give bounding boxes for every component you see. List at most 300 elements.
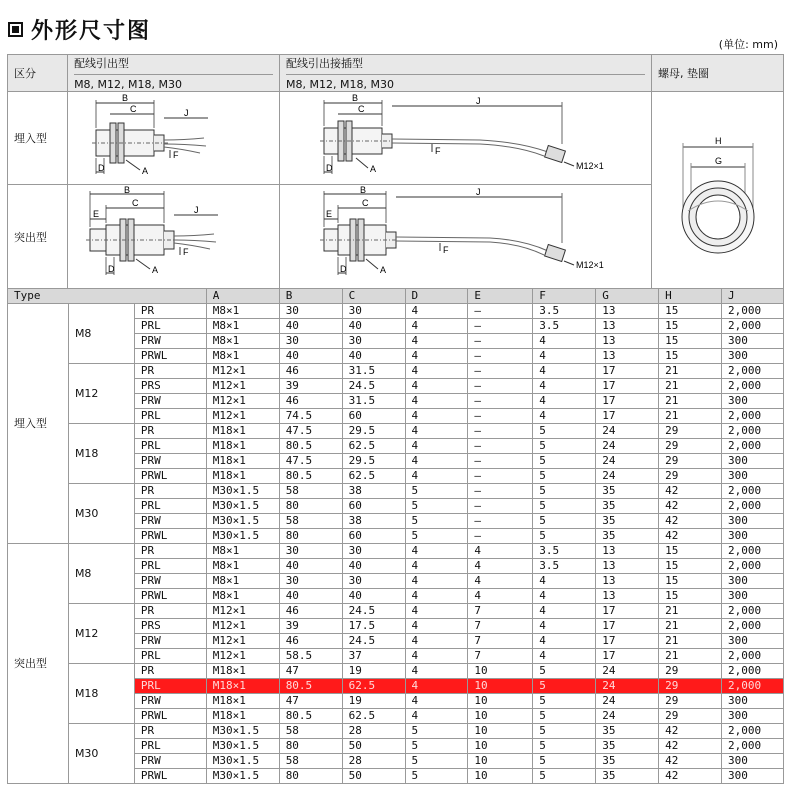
dimension-cell: 5: [533, 754, 596, 769]
dimension-cell: 42: [659, 754, 722, 769]
wire-lead-title: 配线引出型: [74, 55, 273, 75]
prot-conn-A-label: A: [380, 265, 387, 275]
flush-wire-C-label: C: [130, 104, 137, 114]
dimension-cell: 5: [405, 769, 468, 784]
dimension-cell: 60: [342, 529, 405, 544]
dimension-cell: M30×1.5: [206, 769, 279, 784]
dimension-cell: 47: [279, 694, 342, 709]
dimension-cell: 42: [659, 529, 722, 544]
prot-wire-J-label: J: [194, 205, 199, 215]
dimension-cell: —: [468, 304, 533, 319]
dimension-cell: 300: [721, 574, 783, 589]
dimension-cell: 4: [405, 349, 468, 364]
dimension-cell: 2,000: [721, 724, 783, 739]
dimension-cell: 58: [279, 754, 342, 769]
prot-conn-F-label: F: [443, 245, 449, 255]
dimension-cell: 300: [721, 469, 783, 484]
dimension-cell: 21: [659, 649, 722, 664]
dimension-cell: 4: [405, 394, 468, 409]
dimension-cell: 7: [468, 604, 533, 619]
dimension-cell: 4: [405, 439, 468, 454]
flush-wire-B-label: B: [122, 93, 129, 103]
dimension-cell: 4: [533, 409, 596, 424]
dimension-cell: 24: [596, 439, 659, 454]
dimension-cell: M8×1: [206, 574, 279, 589]
dimension-cell: 17: [596, 394, 659, 409]
spec-row: [8, 544, 784, 559]
dimension-cell: M18×1: [206, 679, 279, 694]
dimension-cell: 4: [405, 649, 468, 664]
dimension-cell: 58: [279, 514, 342, 529]
dimension-cell: 5: [405, 754, 468, 769]
dimension-cell: 10: [468, 724, 533, 739]
dimension-cell: 29.5: [342, 454, 405, 469]
dimension-cell: 24: [596, 709, 659, 724]
nut-header: 螺母, 垫圈: [652, 55, 784, 92]
dimension-cell: 300: [721, 769, 783, 784]
dimension-cell: 24.5: [342, 634, 405, 649]
spec-col-header: B: [279, 289, 342, 304]
dimension-cell: 17: [596, 379, 659, 394]
dimension-cell: 5: [405, 484, 468, 499]
dimension-cell: 10: [468, 664, 533, 679]
dimension-cell: 4: [468, 544, 533, 559]
dimension-cell: 300: [721, 454, 783, 469]
dimension-cell: —: [468, 379, 533, 394]
model-cell: PRL: [134, 319, 206, 334]
dimension-cell: 2,000: [721, 679, 783, 694]
dimension-cell: 29: [659, 454, 722, 469]
dimension-cell: 5: [405, 739, 468, 754]
spec-header-row: [8, 289, 784, 304]
dimension-cell: 80: [279, 529, 342, 544]
dimension-cell: 3.5: [533, 319, 596, 334]
dimension-cell: 35: [596, 769, 659, 784]
dimension-cell: 30: [279, 304, 342, 319]
dimension-cell: 2,000: [721, 409, 783, 424]
prot-wire-B-label: B: [124, 185, 131, 195]
dimension-cell: 300: [721, 334, 783, 349]
flush-connector-diagram: [280, 92, 650, 181]
dimension-cell: 4: [533, 349, 596, 364]
mount-type-cell: 埋入型: [8, 304, 69, 544]
dimension-cell: 2,000: [721, 544, 783, 559]
dimension-cell: 24.5: [342, 379, 405, 394]
dimension-cell: 300: [721, 709, 783, 724]
prot-conn-E-label: E: [326, 209, 333, 219]
model-cell: PRL: [134, 559, 206, 574]
model-cell: PRL: [134, 439, 206, 454]
nut-G-label: G: [714, 156, 722, 166]
model-cell: PRW: [134, 454, 206, 469]
dimension-cell: 2,000: [721, 499, 783, 514]
dimension-cell: —: [468, 319, 533, 334]
dimension-cell: 28: [342, 724, 405, 739]
protruding-row-label: 突出型: [8, 185, 68, 290]
dimension-cell: —: [468, 499, 533, 514]
dimension-cell: 17: [596, 634, 659, 649]
flush-row-label: 埋入型: [8, 92, 68, 185]
prot-wire-D-label: D: [108, 264, 115, 274]
spec-row: [8, 424, 784, 439]
protruding-connector-drawing: [280, 185, 652, 290]
wire-lead-sizes: M8, M12, M18, M30: [74, 78, 182, 91]
dimension-cell: 35: [596, 529, 659, 544]
dimension-cell: 2,000: [721, 364, 783, 379]
dimension-cell: 4: [405, 364, 468, 379]
model-cell: PR: [134, 364, 206, 379]
dimension-cell: 17: [596, 649, 659, 664]
dimension-cell: 2,000: [721, 424, 783, 439]
wire-lead-header: [68, 55, 280, 92]
dimension-cell: M12×1: [206, 409, 279, 424]
dimension-cell: M12×1: [206, 604, 279, 619]
flush-wire-F-label: F: [173, 150, 179, 160]
dimension-cell: 15: [659, 304, 722, 319]
dimension-cell: 3.5: [533, 559, 596, 574]
dimension-cell: 13: [596, 334, 659, 349]
dimension-cell: 10: [468, 694, 533, 709]
prot-wire-F-label: F: [183, 247, 189, 257]
dimension-cell: 4: [533, 619, 596, 634]
dimension-cell: 3.5: [533, 544, 596, 559]
dimension-cell: M12×1: [206, 379, 279, 394]
dimension-cell: M8×1: [206, 319, 279, 334]
flush-conn-B-label: B: [352, 93, 359, 103]
dimension-cell: 300: [721, 754, 783, 769]
dimension-cell: 10: [468, 769, 533, 784]
dimension-cell: 300: [721, 634, 783, 649]
dimension-cell: 24: [596, 469, 659, 484]
dimension-cell: M18×1: [206, 694, 279, 709]
model-cell: PRL: [134, 649, 206, 664]
dimension-cell: 15: [659, 349, 722, 364]
dimension-cell: 13: [596, 349, 659, 364]
connector-sizes: M8, M12, M18, M30: [286, 78, 394, 91]
dimension-cell: M30×1.5: [206, 499, 279, 514]
dimension-cell: 42: [659, 724, 722, 739]
dimension-cell: 19: [342, 694, 405, 709]
thread-size-cell: M18: [68, 424, 134, 484]
model-cell: PRL: [134, 679, 206, 694]
model-cell: PRWL: [134, 709, 206, 724]
dimension-cell: 10: [468, 709, 533, 724]
dimension-cell: M8×1: [206, 304, 279, 319]
dimension-cell: 39: [279, 619, 342, 634]
dimension-cell: 21: [659, 379, 722, 394]
dimension-cell: 40: [342, 319, 405, 334]
spec-table: [7, 288, 784, 784]
dimension-cell: 21: [659, 634, 722, 649]
dimension-cell: 58: [279, 484, 342, 499]
dimension-cell: M30×1.5: [206, 514, 279, 529]
dimension-cell: 42: [659, 769, 722, 784]
dimension-cell: 2,000: [721, 604, 783, 619]
dimension-cell: 4: [405, 679, 468, 694]
dimension-cell: 13: [596, 544, 659, 559]
dimension-cell: 30: [279, 334, 342, 349]
spec-col-header: D: [405, 289, 468, 304]
dimension-cell: 15: [659, 574, 722, 589]
dimension-cell: 21: [659, 394, 722, 409]
dimension-cell: 46: [279, 394, 342, 409]
prot-conn-C-label: C: [362, 198, 369, 208]
dimension-cell: 28: [342, 754, 405, 769]
model-cell: PRL: [134, 499, 206, 514]
dimension-cell: 42: [659, 514, 722, 529]
flush-wire-D-label: D: [98, 163, 105, 173]
dimension-cell: 2,000: [721, 559, 783, 574]
dimension-cell: 5: [405, 724, 468, 739]
thread-size-cell: M8: [68, 304, 134, 364]
dimension-cell: 300: [721, 694, 783, 709]
dimension-cell: M12×1: [206, 619, 279, 634]
model-cell: PR: [134, 664, 206, 679]
dimension-cell: 58.5: [279, 649, 342, 664]
dimension-cell: 4: [405, 634, 468, 649]
dimension-cell: 5: [533, 724, 596, 739]
dimension-cell: 30: [279, 544, 342, 559]
mount-type-cell: 突出型: [8, 544, 69, 784]
dimension-cell: 4: [405, 334, 468, 349]
dimension-cell: M8×1: [206, 544, 279, 559]
spec-col-header: A: [206, 289, 279, 304]
model-cell: PRWL: [134, 769, 206, 784]
prot-wire-C-label: C: [132, 198, 139, 208]
dimension-cell: —: [468, 409, 533, 424]
dimension-cell: 24.5: [342, 604, 405, 619]
dimension-cell: 40: [342, 589, 405, 604]
prot-wire-A-label: A: [152, 265, 159, 275]
dimension-cell: 4: [533, 604, 596, 619]
dimension-cell: 2,000: [721, 439, 783, 454]
dimension-cell: 17: [596, 409, 659, 424]
dimension-cell: 62.5: [342, 679, 405, 694]
connector-header: [280, 55, 652, 92]
dimension-cell: 4: [468, 559, 533, 574]
dimension-cell: 15: [659, 334, 722, 349]
dimension-cell: M18×1: [206, 469, 279, 484]
dimension-cell: 47.5: [279, 424, 342, 439]
dimension-cell: 15: [659, 544, 722, 559]
dimension-cell: 21: [659, 619, 722, 634]
dimension-cell: —: [468, 439, 533, 454]
dimension-cell: 74.5: [279, 409, 342, 424]
dimension-cell: 17: [596, 619, 659, 634]
dimension-cell: 5: [533, 499, 596, 514]
dimension-cell: 10: [468, 679, 533, 694]
dimension-cell: 29.5: [342, 424, 405, 439]
dimension-cell: 5: [533, 739, 596, 754]
page-title: [8, 14, 151, 45]
flush-conn-F-label: F: [435, 146, 441, 156]
dimension-cell: —: [468, 334, 533, 349]
dimension-cell: M12×1: [206, 364, 279, 379]
prot-conn-B-label: B: [360, 185, 367, 195]
dimension-cell: 4: [533, 634, 596, 649]
dimension-cell: 80.5: [279, 439, 342, 454]
dimension-cell: 19: [342, 664, 405, 679]
dimension-cell: 4: [405, 544, 468, 559]
flush-wire-diagram: [68, 92, 278, 181]
flush-conn-M12-label: M12×1: [576, 161, 604, 171]
dimension-cell: 40: [279, 349, 342, 364]
model-cell: PRWL: [134, 349, 206, 364]
dimension-cell: M12×1: [206, 634, 279, 649]
dimension-cell: —: [468, 484, 533, 499]
dimension-cell: 35: [596, 739, 659, 754]
dimension-cell: 13: [596, 574, 659, 589]
dimension-cell: 4: [405, 409, 468, 424]
dimension-cell: 5: [533, 769, 596, 784]
dimension-cell: 13: [596, 559, 659, 574]
model-cell: PRS: [134, 379, 206, 394]
dimension-cell: 80: [279, 739, 342, 754]
dimension-cell: 13: [596, 589, 659, 604]
dimension-cell: 15: [659, 589, 722, 604]
unit-label: (单位: mm): [718, 38, 778, 51]
dimension-cell: 7: [468, 634, 533, 649]
dimension-cell: 2,000: [721, 304, 783, 319]
dimension-cell: 5: [533, 529, 596, 544]
dimension-cell: 5: [405, 499, 468, 514]
model-cell: PRW: [134, 574, 206, 589]
dimension-cell: M12×1: [206, 394, 279, 409]
spec-col-header: E: [468, 289, 533, 304]
dimension-cell: 4: [405, 469, 468, 484]
dimension-cell: 50: [342, 769, 405, 784]
dimension-cell: 2,000: [721, 739, 783, 754]
dimension-cell: 30: [279, 574, 342, 589]
dimension-cell: 47.5: [279, 454, 342, 469]
dimension-cell: 4: [533, 334, 596, 349]
dimension-cell: 5: [533, 469, 596, 484]
spec-row: [8, 484, 784, 499]
dimension-cell: 62.5: [342, 439, 405, 454]
dimension-cell: 24: [596, 694, 659, 709]
protruding-connector-diagram: [280, 185, 650, 286]
dimension-cell: 29: [659, 694, 722, 709]
dimension-cell: 5: [533, 694, 596, 709]
dimension-cell: 21: [659, 604, 722, 619]
spec-row: [8, 664, 784, 679]
dimension-cell: 5: [533, 484, 596, 499]
dimension-cell: 30: [342, 544, 405, 559]
dimension-cell: 4: [405, 454, 468, 469]
thread-size-cell: M30: [68, 724, 134, 784]
dimension-cell: 38: [342, 484, 405, 499]
model-cell: PRWL: [134, 529, 206, 544]
dimension-cell: M18×1: [206, 709, 279, 724]
model-cell: PR: [134, 424, 206, 439]
dimension-cell: 29: [659, 424, 722, 439]
dimension-cell: 300: [721, 394, 783, 409]
dimension-cell: 42: [659, 499, 722, 514]
model-cell: PR: [134, 604, 206, 619]
dimension-cell: M8×1: [206, 334, 279, 349]
dimension-cell: 29: [659, 679, 722, 694]
spec-row: [8, 604, 784, 619]
dimension-cell: 46: [279, 364, 342, 379]
dimension-cell: 7: [468, 649, 533, 664]
spec-col-header: G: [596, 289, 659, 304]
page-title-text: 外形尺寸图: [31, 19, 152, 44]
dimension-cell: 5: [533, 454, 596, 469]
dimension-cell: —: [468, 424, 533, 439]
dimension-cell: 5: [533, 664, 596, 679]
dimension-cell: 5: [533, 709, 596, 724]
dimension-cell: —: [468, 394, 533, 409]
dimension-cell: 2,000: [721, 484, 783, 499]
dimension-cell: M30×1.5: [206, 754, 279, 769]
flush-conn-A-label: A: [370, 164, 377, 174]
model-cell: PRW: [134, 394, 206, 409]
dimension-cell: M30×1.5: [206, 529, 279, 544]
model-cell: PRW: [134, 694, 206, 709]
category-header: 区分: [8, 55, 68, 92]
spec-col-header: Type: [8, 289, 207, 304]
prot-conn-M12-label: M12×1: [576, 260, 604, 270]
model-cell: PRW: [134, 514, 206, 529]
dimension-cell: 29: [659, 439, 722, 454]
dimension-cell: 21: [659, 409, 722, 424]
model-cell: PRL: [134, 409, 206, 424]
spec-col-header: J: [721, 289, 783, 304]
dimension-cell: M8×1: [206, 559, 279, 574]
flush-conn-J-label: J: [476, 96, 481, 106]
dimension-cell: M8×1: [206, 349, 279, 364]
dimension-cell: 40: [342, 559, 405, 574]
model-cell: PRW: [134, 334, 206, 349]
dimension-cell: 4: [468, 574, 533, 589]
dimension-cell: 35: [596, 499, 659, 514]
flush-conn-D-label: D: [326, 163, 333, 173]
dimension-cell: —: [468, 469, 533, 484]
dimension-cell: 2,000: [721, 379, 783, 394]
spec-table-body: [8, 289, 784, 784]
dimension-cell: 4: [405, 319, 468, 334]
spec-row: [8, 724, 784, 739]
dimension-cell: 15: [659, 319, 722, 334]
dimension-cell: —: [468, 514, 533, 529]
thread-size-cell: M12: [68, 364, 134, 424]
flush-wire-drawing: [68, 92, 280, 185]
dimension-cell: M18×1: [206, 424, 279, 439]
dimension-cell: 4: [405, 424, 468, 439]
dimension-cell: 30: [342, 304, 405, 319]
title-square-icon: [8, 22, 23, 37]
dimension-cell: 24: [596, 424, 659, 439]
dimension-cell: 4: [533, 649, 596, 664]
dimension-cell: 62.5: [342, 469, 405, 484]
model-cell: PR: [134, 484, 206, 499]
dimension-cell: 300: [721, 529, 783, 544]
dimension-cell: —: [468, 349, 533, 364]
dimension-cell: 13: [596, 304, 659, 319]
model-cell: PRW: [134, 634, 206, 649]
dimension-cell: 47: [279, 664, 342, 679]
dimension-cell: 58: [279, 724, 342, 739]
dimension-cell: 4: [533, 589, 596, 604]
dimension-cell: 40: [279, 319, 342, 334]
dimension-cell: M30×1.5: [206, 484, 279, 499]
dimension-cell: —: [468, 529, 533, 544]
dimension-cell: 5: [405, 514, 468, 529]
dimension-cell: 4: [405, 664, 468, 679]
dimension-cell: 80.5: [279, 679, 342, 694]
dimension-cell: 35: [596, 484, 659, 499]
dimension-cell: 300: [721, 349, 783, 364]
